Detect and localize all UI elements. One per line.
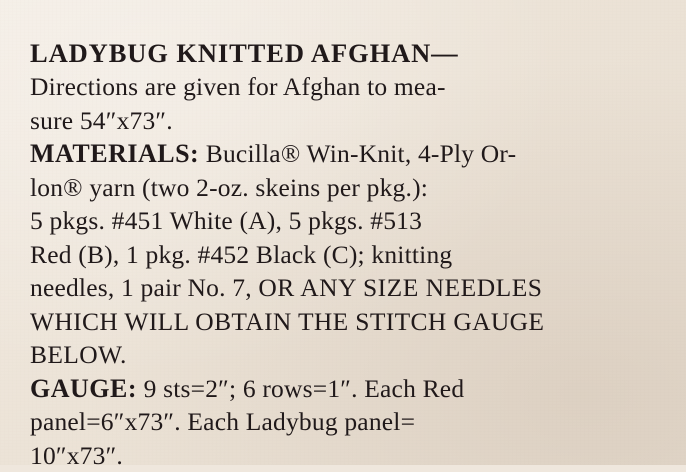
page-title: LADYBUG KNITTED AFGHAN— <box>30 36 668 70</box>
gauge-line-3: 10″x73″. <box>30 439 668 472</box>
materials-line-1-text: Bucilla® Win-Knit, 4-Ply Or- <box>199 139 516 168</box>
materials-line-2: lon® yarn (two 2-oz. skeins per pkg.): <box>30 171 668 205</box>
intro-line-1: Directions are given for Afghan to mea- <box>30 70 668 104</box>
materials-line-3: 5 pkgs. #451 White (A), 5 pkgs. #513 <box>30 204 668 238</box>
document-text-block <box>30 36 668 472</box>
materials-line-4: Red (B), 1 pkg. #452 Black (C); knitting <box>30 238 668 272</box>
intro-line-2: sure 54″x73″. <box>30 104 668 138</box>
materials-line-6: WHICH WILL OBTAIN THE STITCH GAUGE <box>30 305 668 339</box>
gauge-line-2: panel=6″x73″. Each Ladybug panel= <box>30 405 668 439</box>
gauge-line-1-text: 9 sts=2″; 6 rows=1″. Each Red <box>137 374 464 403</box>
materials-line-7: BELOW. <box>30 338 668 372</box>
materials-line-5 <box>30 271 668 305</box>
gauge-line-1 <box>30 372 668 406</box>
materials-line-5-caps: OR ANY SIZE NEEDLES <box>258 273 542 302</box>
materials-line-5-text: needles, 1 pair No. 7, <box>30 273 258 302</box>
materials-line-1 <box>30 137 668 171</box>
materials-label: MATERIALS: <box>30 139 199 168</box>
gauge-label: GAUGE: <box>30 374 137 403</box>
